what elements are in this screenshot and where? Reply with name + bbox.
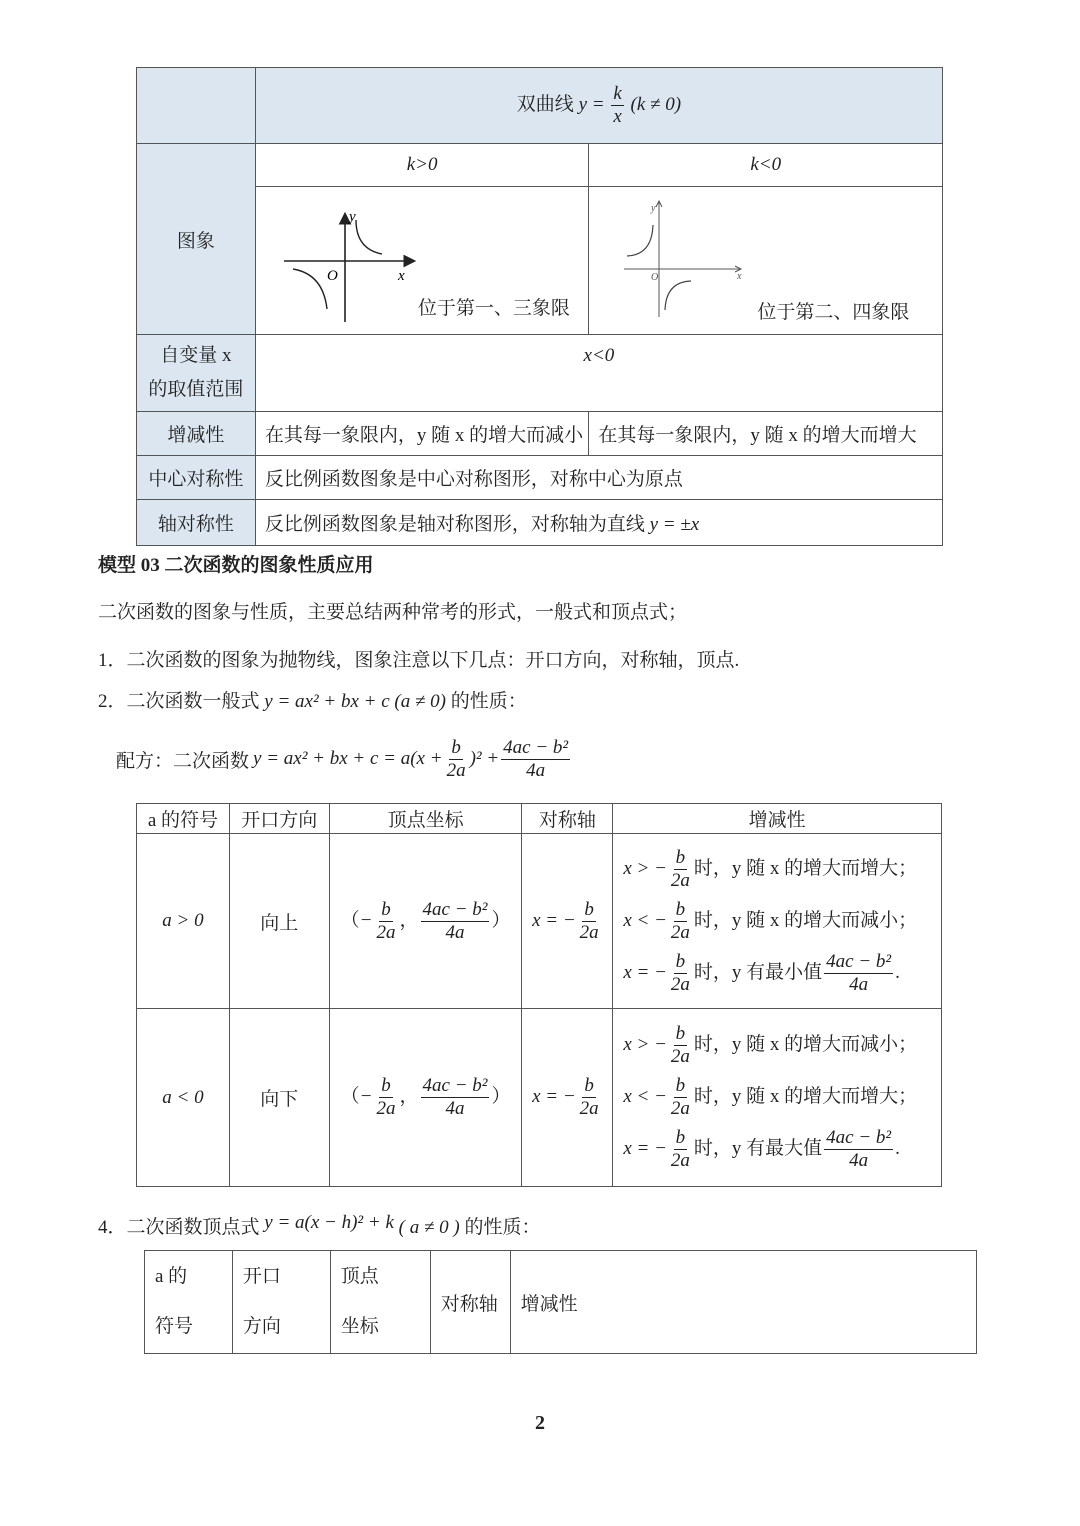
item-2 [98, 686, 527, 713]
header-sign: a 的 符号 [145, 1251, 233, 1354]
fraction-denominator: 2a [446, 759, 466, 781]
domain-label-line2: 的取值范围 [148, 379, 244, 400]
svg-text:O: O [326, 268, 338, 284]
header-axis: 对称轴 [522, 804, 613, 834]
mono-k-negative: 在其每一象限内，y 随 x 的增大而增大 [589, 412, 943, 456]
header-condition: (k ≠ 0) [630, 93, 682, 115]
axis-cell: x = − $\frac{b}{2a}$ [522, 834, 613, 1009]
general-form-properties-table [136, 803, 942, 1187]
completing-square [116, 738, 572, 781]
table-row [137, 1009, 942, 1187]
direction-cell: 向下 [229, 1009, 329, 1187]
mono-k-positive: 在其每一象限内，y 随 x 的增大而减小 [255, 412, 589, 456]
fraction-denominator: 4a [526, 759, 546, 781]
row-center-label: 中心对称性 [137, 456, 256, 500]
direction-cell: 向上 [229, 834, 329, 1009]
peifang-mid: )² + [469, 748, 500, 770]
vertex-form-properties-table [144, 1250, 977, 1354]
header-vertex: 顶点 坐标 [330, 1251, 430, 1354]
peifang-label: 配方：二次函数 [116, 750, 250, 772]
fraction-denominator: x [613, 106, 622, 127]
item2-prefix: 2．二次函数一般式 [98, 691, 260, 712]
header-lhs: y = [578, 93, 605, 115]
svg-text:x: x [737, 271, 742, 282]
item4-suffix: 的性质： [464, 1217, 541, 1238]
section-title: 模型 03 二次函数的图象性质应用 [98, 555, 374, 576]
graph-k-positive-cell [255, 187, 589, 335]
sign-cell: a < 0 [137, 1009, 230, 1187]
header-sign: a 的符号 [137, 804, 230, 834]
case-k-positive: k>0 [255, 144, 589, 187]
vertex-cell: （− $\frac{b}{2a}$ ， $\frac{\text{4ac − b²}}{4a}$ ） [329, 1009, 522, 1187]
monotonicity-cell: x > − $\frac{b}{2a}$ 时，y 随 x 的增大而增大； x < − $\frac{b}{2a}$ 时，y 随 x 的增大而减小； x = − $\frac{b}{2a}$ 时，y 有最小值 $\frac{\text{4ac − b²}}{4a}$ . [613, 834, 942, 1009]
fraction-numerator: k [613, 83, 622, 105]
item2-condition: (a ≠ 0) [394, 691, 447, 712]
item-1: 1．二次函数的图象为抛物线，图象注意以下几点：开口方向，对称轴，顶点. [98, 650, 740, 671]
row-axis-label: 轴对称性 [137, 500, 256, 546]
section-intro: 二次函数的图象与性质，主要总结两种常考的形式，一般式和顶点式； [98, 602, 688, 623]
item2-formula: y = ax² + bx + c [264, 691, 390, 712]
center-symmetry-value: 反比例函数图象是中心对称图形，对称中心为原点 [255, 456, 942, 500]
header-direction: 开口 方向 [232, 1251, 330, 1354]
hyperbola-graph-quadrants-1-3 [281, 207, 421, 327]
row-mono-label: 增减性 [137, 412, 256, 456]
item4-condition: ( a ≠ 0 ) [398, 1217, 460, 1238]
header-direction: 开口方向 [229, 804, 329, 834]
svg-text:x: x [397, 268, 405, 284]
axis-cell: x = − $\frac{b}{2a}$ [522, 1009, 613, 1187]
row-graph-label: 图象 [137, 144, 256, 335]
page-number: 2 [535, 1412, 545, 1434]
svg-text:y: y [651, 203, 656, 214]
header-axis: 对称轴 [430, 1251, 510, 1354]
fraction-numerator: b [451, 737, 461, 758]
item2-suffix: 的性质： [450, 691, 527, 712]
axis-symmetry-formula: y = ±x [649, 514, 700, 535]
corner-cell [137, 68, 256, 144]
item4-prefix: 4．二次函数顶点式 [98, 1217, 260, 1238]
axis-symmetry-value [255, 500, 942, 546]
header-prefix: 双曲线 [516, 93, 574, 115]
fraction-numerator: 4ac − b² [503, 737, 569, 758]
hyperbola-header [255, 68, 942, 144]
domain-value: x<0 [255, 335, 942, 412]
domain-label-line1: 自变量 x [160, 345, 232, 366]
header-fraction [611, 84, 623, 127]
sign-cell: a > 0 [137, 834, 230, 1009]
item4-formula: y = a(x − h)² + k [264, 1212, 394, 1233]
peifang-fraction-1 [445, 738, 468, 781]
svg-text:y: y [348, 209, 356, 225]
graph-pos-caption: 位于第一、三象限 [417, 298, 570, 319]
peifang-formula-left: y = ax² + bx + c = a(x + [253, 748, 443, 770]
graph-neg-caption: 位于第二、四象限 [757, 302, 910, 323]
row-domain-label [137, 335, 256, 412]
vertex-cell: （− $\frac{b}{2a}$ ， $\frac{\text{4ac − b²}}{4a}$ ） [329, 834, 522, 1009]
header-monotonicity: 增减性 [613, 804, 942, 834]
peifang-fraction-2 [501, 738, 570, 781]
graph-k-negative-cell [589, 187, 943, 335]
item-4 [98, 1212, 541, 1239]
table-row [137, 834, 942, 1009]
header-monotonicity: 增减性 [510, 1251, 976, 1354]
monotonicity-cell: x > − $\frac{b}{2a}$ 时，y 随 x 的增大而减小； x < − $\frac{b}{2a}$ 时，y 随 x 的增大而增大； x = − $\frac{b}{2a}$ 时，y 有最大值 $\frac{\text{4ac − b²}}{4a}$ . [613, 1009, 942, 1187]
hyperbola-properties-table [136, 67, 943, 546]
hyperbola-graph-quadrants-2-4 [619, 197, 749, 322]
header-vertex: 顶点坐标 [329, 804, 522, 834]
axis-symmetry-text: 反比例函数图象是轴对称图形，对称轴为直线 [264, 514, 645, 535]
svg-text:O: O [651, 272, 659, 283]
case-k-negative: k<0 [589, 144, 943, 187]
